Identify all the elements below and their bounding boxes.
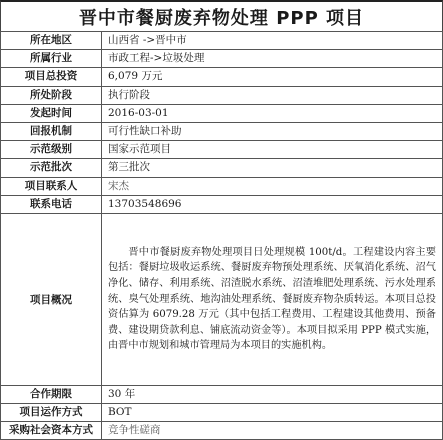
table-row	[1, 422, 443, 440]
overview-label: 项目概况	[1, 213, 102, 385]
demo-level-label: 示范级别	[1, 141, 102, 159]
demo-batch-label: 示范批次	[1, 159, 102, 177]
operation-mode-value: BOT	[102, 404, 443, 422]
phone-label: 联系电话	[1, 195, 102, 213]
table-row	[1, 32, 443, 50]
industry-value: 市政工程->垃圾处理	[102, 50, 443, 68]
table-row	[1, 86, 443, 104]
contact-person-label: 项目联系人	[1, 177, 102, 195]
table-row	[1, 122, 443, 140]
phone-value: 13703548696	[102, 195, 443, 213]
term-label: 合作期限	[1, 385, 102, 403]
table-row	[1, 404, 443, 422]
overview-text: 晋中市餐厨废弃物处理项目日处理规模 100t/d。工程建设内容主要包括：餐厨垃圾收运系统、餐厨废弃物预处理系统、厌氧消化系统、沼气净化、储存、利用系统、沼渣脱水系统、沼渣堆肥处理系统、污水处理系统、臭气处理系统、地沟油处理系统、餐厨废弃物杂质转运。本项目总投资估算为 6079.28 万元（其中包括工程费用、工程建设其他费用、预备费、建设期贷款利息、铺底流动资金等）。本项目拟采用 PPP 模式实施，由晋中市规划和城市管理局为本项目的实施机构。	[108, 246, 436, 352]
procurement-method-value: 竞争性磋商	[102, 422, 443, 440]
demo-level-value: 国家示范项目	[102, 141, 443, 159]
table-row	[1, 385, 443, 403]
total-investment-label: 项目总投资	[1, 68, 102, 86]
contact-person-value: 宋杰	[102, 177, 443, 195]
start-date-label: 发起时间	[1, 104, 102, 122]
operation-mode-label: 项目运作方式	[1, 404, 102, 422]
table-row	[1, 177, 443, 195]
return-mechanism-label: 回报机制	[1, 122, 102, 140]
stage-value: 执行阶段	[102, 86, 443, 104]
return-mechanism-value: 可行性缺口补助	[102, 122, 443, 140]
table-row	[1, 195, 443, 213]
demo-batch-value: 第三批次	[102, 159, 443, 177]
start-date-value: 2016-03-01	[102, 104, 443, 122]
overview-cell	[102, 213, 443, 385]
table-row	[1, 50, 443, 68]
table-row	[1, 68, 443, 86]
table-row	[1, 104, 443, 122]
page-title: 晋中市餐厨废弃物处理 PPP 项目	[0, 0, 443, 31]
term-value: 30 年	[102, 385, 443, 403]
region-value: 山西省 ->晋中市	[102, 32, 443, 50]
table-row	[1, 213, 443, 385]
total-investment-value: 6,079 万元	[102, 68, 443, 86]
project-info-table	[0, 31, 443, 440]
region-label: 所在地区	[1, 32, 102, 50]
industry-label: 所属行业	[1, 50, 102, 68]
stage-label: 所处阶段	[1, 86, 102, 104]
table-row	[1, 141, 443, 159]
procurement-method-label: 采购社会资本方式	[1, 422, 102, 440]
table-row	[1, 159, 443, 177]
